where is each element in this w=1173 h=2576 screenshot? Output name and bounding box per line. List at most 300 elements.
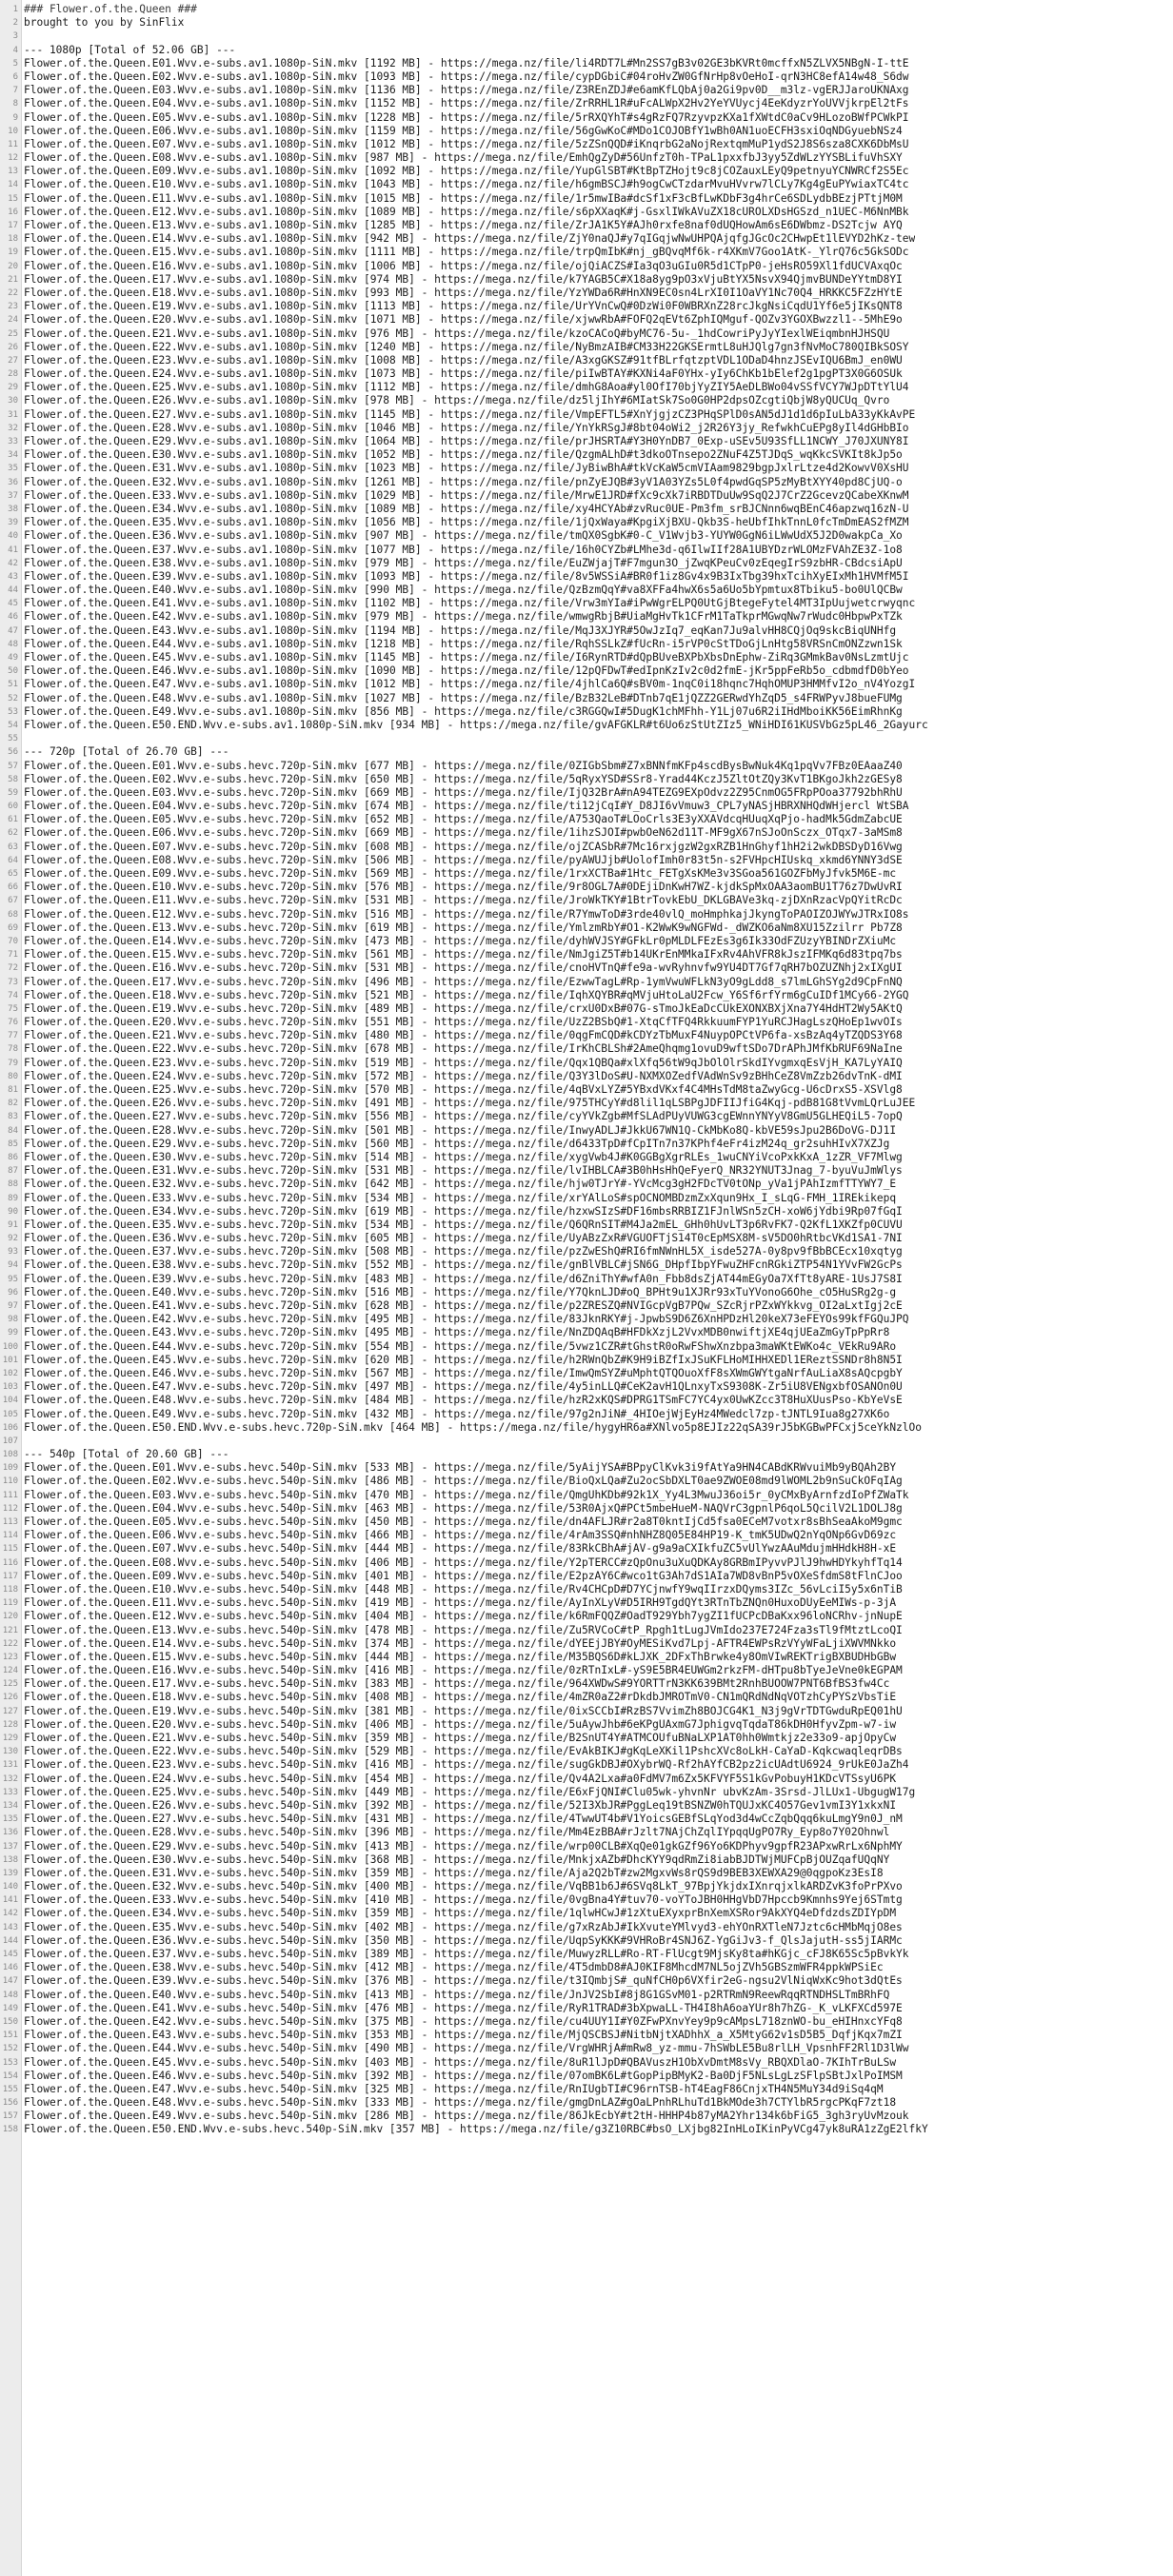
file-link[interactable]: https://mega.nz/file/gmgDnLAZ#gOaLPnhRLhuTd1BkMOde3h7CTYlbR5rgcPKqF7zt18: [434, 2096, 897, 2110]
editor-line[interactable]: [0, 1570, 1173, 1583]
editor-line[interactable]: [0, 476, 1173, 489]
file-link[interactable]: https://mega.nz/file/s6pXXaqK#j-GsxlIWkAVuZX18cUROLXDsHGSzd_n1UEC-M6NnMBk: [440, 205, 909, 218]
editor-line[interactable]: [0, 894, 1173, 907]
editor-line[interactable]: [0, 125, 1173, 138]
editor-line[interactable]: [0, 246, 1173, 259]
file-link[interactable]: https://mega.nz/file/A3xgGKSZ#91tfBLrfqtzptVDL1ODaD4hnzJSEvIQU6BmJ_en0WU: [440, 353, 903, 367]
file-link[interactable]: https://mega.nz/file/Qqx1QBQa#xlXfq56tW9qJbOlOlrSkdIYvgmxqEsVjH_KA7LyYAIQ: [434, 1056, 903, 1069]
editor-line[interactable]: [0, 1178, 1173, 1191]
editor-line[interactable]: [0, 1042, 1173, 1056]
file-link[interactable]: https://mega.nz/file/Rv4CHCpD#D7YCjnwfY9wqIIrzxDQyms3IZc_56vLciI5y5x6nTiB: [434, 1582, 903, 1595]
file-link[interactable]: https://mega.nz/file/UyABzZxR#VGUOFTjS14T0cEpMSX8M-sV5DO0hRtbcVKd1SA1-7NI: [434, 1232, 903, 1245]
editor-line[interactable]: [0, 1624, 1173, 1637]
file-link[interactable]: https://mega.nz/file/ojQiACZS#Ia3qO3uGIu0R5d1CTpP0-jeHsRO59Xl1fdUCVAxqOc: [440, 259, 903, 272]
editor-line[interactable]: [0, 651, 1173, 664]
file-link[interactable]: https://mega.nz/file/8v5WSSiA#BR0f1iz8Gv4x9B3IxTbg39hxTcihXyEIxMh1HVMfM5I: [440, 569, 909, 583]
editor-line[interactable]: [0, 1516, 1173, 1529]
file-link[interactable]: https://mega.nz/file/5vwz1CZR#tGhstR0oRwFShwXnzbpa3maWKtEWKo4c_VEkRu9ARo: [434, 1339, 897, 1353]
file-link[interactable]: https://mega.nz/file/d6ZniThY#wfA0n_Fbb8dsZjAT44mEGyOa7XfTt8yARE-1UsJ7S8I: [434, 1272, 903, 1285]
file-link[interactable]: https://mega.nz/file/g7xRzAbJ#IkXvuteYMlvyd3-ehYOnRXTleN7Jztc6cHMbMqjO8es: [434, 1920, 903, 1933]
file-link[interactable]: https://mega.nz/file/UzZ2BSbQ#1-XtqCfTFQ4RkkuumFYP1YuRCJHagLszQHoEp1wvOIs: [434, 1016, 903, 1029]
file-link[interactable]: https://mega.nz/file/hygyHR6a#XNlvo5p8EJIz22qSA39rJ5bKGBwPFCxj5ceYkNzlOo: [460, 1420, 922, 1434]
file-link[interactable]: https://mega.nz/file/cypDGbiC#04roHvZW0GfNrHp8vOeHoI-qrN3HC8efA14w48_S6dw: [440, 69, 909, 83]
file-link[interactable]: https://mega.nz/file/BioQxLQa#Zu2ocSbDXLT0ae9ZWOE08md9lWOML2b9nSuCkOFqIAg: [434, 1475, 903, 1488]
editor-line[interactable]: [0, 206, 1173, 219]
file-link[interactable]: https://mega.nz/file/hzR2xKQS#DPRG1TSmFC7YC4yx0UwKZcc3T8HuXUusPso-KbYeVsE: [434, 1394, 903, 1407]
file-link[interactable]: https://mega.nz/file/cu4UUY1I#Y0ZFwPXnvYey9p9cAMpsL718znWO-bu_eHIHnxcYFq8: [434, 2014, 903, 2028]
file-link[interactable]: https://mega.nz/file/975THCyY#d8lil1qLSBPgJDFIIJfiG4Kqj-pdB81G8tVvmLQrLuJEE: [434, 1097, 916, 1110]
editor-line[interactable]: [0, 408, 1173, 422]
file-link[interactable]: https://mega.nz/file/YupGlSBT#KtBpTZHojt9c8jCOZauxLEyQ9petnyuYCNWRCf2S5Ec: [440, 165, 909, 178]
editor-line[interactable]: [0, 1610, 1173, 1623]
file-link[interactable]: https://mega.nz/file/IqhXQYBR#qMVjuHtoLaU2Fcw_Y6Sf6rfYrm6gCuIDf1MCy66-2YGQ: [434, 988, 909, 1001]
editor-line[interactable]: [0, 1489, 1173, 1502]
file-link[interactable]: https://mega.nz/file/xygVwb4J#K0GGBgXgrRLEs_1wuCNYiVcoPxkKxA_1zZR_VF7Mlwg: [434, 1150, 903, 1163]
editor-line[interactable]: [0, 2110, 1173, 2123]
editor-line[interactable]: [0, 692, 1173, 705]
editor-line[interactable]: [0, 908, 1173, 921]
editor-line[interactable]: [0, 719, 1173, 732]
editor-line[interactable]: [0, 1826, 1173, 1839]
editor-line[interactable]: [0, 1002, 1173, 1016]
editor-lines[interactable]: [0, 3, 1173, 2137]
editor-line[interactable]: [0, 192, 1173, 206]
editor-line[interactable]: [0, 151, 1173, 165]
file-link[interactable]: https://mega.nz/file/83RkCBhA#jAV-g9a9aCXIkfuZC5vUlYwzAAuMdujmHHdkH8H-xE: [434, 1542, 897, 1556]
file-link[interactable]: https://mega.nz/file/ti12jCqI#Y_D8JI6vVmuw3_CPL7yNASjHBRXNHQdWHjercl WtSBA: [434, 800, 909, 813]
editor-line[interactable]: [0, 111, 1173, 125]
editor-line[interactable]: [0, 232, 1173, 246]
editor-line[interactable]: [0, 1435, 1173, 1448]
file-link[interactable]: https://mega.nz/file/EuZWjajT#F7mgun3O_jZwqKPeuCv0zEqegIrS9zbHR-CBdcsiApU: [434, 556, 903, 569]
editor-line[interactable]: [0, 44, 1173, 57]
editor-line[interactable]: [0, 1380, 1173, 1394]
file-link[interactable]: https://mega.nz/file/dz5ljIhY#6MIatSk7So0G0HP2dpsOZcgtiQbjW8yQUCUq_Qvro: [434, 394, 890, 407]
editor-line[interactable]: [0, 138, 1173, 151]
editor-line[interactable]: [0, 1664, 1173, 1677]
file-link[interactable]: https://mega.nz/file/0vgBna4Y#tuv70-voYToJBH0HHgVbD7Hpccb9Kmnhs9Yej6STmtg: [434, 1893, 903, 1907]
editor-line[interactable]: [0, 394, 1173, 407]
file-link[interactable]: https://mega.nz/file/ojZCASbR#7Mc16rxjgzW2gxRZB1HnGhyf1hH2i2wkDBSDyD16Vwg: [434, 840, 903, 853]
editor-line[interactable]: [0, 1786, 1173, 1799]
file-link[interactable]: https://mega.nz/file/1r5mwIBa#dcSf1xF3cBfLwKDbF3g4hrCe6SDLydbBEzjPTtjM0M: [440, 191, 903, 205]
editor-line[interactable]: [0, 273, 1173, 287]
file-link[interactable]: https://mega.nz/file/MjQSCBSJ#NitbNjtXADhhX_a_X5MtyG62v1sD5B5_DqfjKqx7mZI: [434, 2029, 903, 2042]
editor-line[interactable]: [0, 544, 1173, 557]
file-link[interactable]: https://mega.nz/file/kzoCACoQ#byMC76-5u-_1hdCowriPyJyYIexlWEiqmbnHJHSQU: [434, 327, 890, 340]
editor-line[interactable]: [0, 1232, 1173, 1245]
file-link[interactable]: https://mega.nz/file/E6xFjQNI#Clu05wk-yhvnNr ubvKzAm-3Srsd-JlLUx1-UbgugW17g: [434, 1785, 916, 1798]
editor-line[interactable]: [0, 1880, 1173, 1893]
file-link[interactable]: https://mega.nz/file/QzgmALhD#t3dkoOTnsepo2ZNuF4Z5TJDqS_wqKkcSVKIt8kJp5o: [440, 448, 903, 462]
editor-line[interactable]: [0, 1110, 1173, 1123]
file-link[interactable]: https://mega.nz/file/MnkjxAZb#DhcKYY9qdRmZi8iabBJDTWjMUFCpBjOUZqafUQqNY: [434, 1853, 890, 1866]
editor-line[interactable]: [0, 1461, 1173, 1475]
editor-line[interactable]: [0, 1408, 1173, 1421]
file-link[interactable]: https://mega.nz/file/ZjY0naQJ#y7qIGqjwNwUHPQAjqfgJGcOc2CHwpEt1lEVYD2hKz-tew: [434, 232, 916, 246]
file-link[interactable]: https://mega.nz/file/Qv4A2Lxa#a0FdMV7m6Zx5KFVYF5S1kGvPobuyH1KDcVTSsyU6PK: [434, 1772, 897, 1785]
editor-line[interactable]: [0, 30, 1173, 43]
editor-line[interactable]: [0, 1070, 1173, 1083]
editor-line[interactable]: [0, 732, 1173, 745]
editor-line[interactable]: [0, 1286, 1173, 1299]
editor-line[interactable]: [0, 70, 1173, 84]
file-link[interactable]: https://mega.nz/file/h2RWnQbZ#K9H9iBZfIxJSuKFLHoMIHHXEDl1EReztSSNDr8h8N5I: [434, 1353, 903, 1366]
file-link[interactable]: https://mega.nz/file/5uAywJhb#6eKPgUAxmG7JphigvqTqdaT86kDH0HfyvZpm-w7-iw: [434, 1717, 897, 1731]
file-link[interactable]: https://mega.nz/file/gnBlVBLC#jSN6G_DHpfIbpYFwuZHFcnRGkiZTP54N1YVvFW2GcPs: [434, 1258, 903, 1272]
editor-line[interactable]: [0, 1893, 1173, 1907]
file-link[interactable]: https://mega.nz/file/c3RGGQwI#5DugK1chMFhh-Y1Lj07u6R2iIHdMboiKK56EimRhnKg: [434, 704, 903, 718]
file-link[interactable]: https://mega.nz/file/JnJV2SbI#8j8G1GSvM01-p2RTRmN9ReewRqqRTNDHSLTmBRhFQ: [434, 1988, 890, 2001]
file-link[interactable]: https://mega.nz/file/JyBiwBhA#tkVcKaW5cmVIAam9829bgpJxlrLtze4d2KowvV0XsHU: [440, 462, 909, 475]
editor-line[interactable]: [0, 1124, 1173, 1138]
file-link[interactable]: https://mega.nz/file/ZrJA1K5Y#AJh0rxfe8naf0dUQHowAm6sE6DWbmz-DS2Tcjw AYQ: [440, 219, 903, 231]
file-link[interactable]: https://mega.nz/file/0ZIGbSbm#Z7xBNNfmKFp4scdBysBwNuk4Kq1pqVv7FBz0EAaaZ40: [434, 759, 903, 772]
editor-line[interactable]: [0, 773, 1173, 786]
editor-line[interactable]: [0, 2096, 1173, 2110]
editor-line[interactable]: [0, 1258, 1173, 1272]
editor-line[interactable]: [0, 570, 1173, 584]
file-link[interactable]: https://mega.nz/file/crxU0DxB#07G-sTmoJkEaDcCUkEXONXBXjXna7Y4HdHT2Wy5AKtQ: [434, 1001, 903, 1015]
editor-line[interactable]: [0, 881, 1173, 894]
file-link[interactable]: https://mega.nz/file/pnZyEJQB#3yV1A03YZs5L0f4pwdGqSP5zMyBtXYY40pd8CjUQ-o: [440, 475, 903, 488]
editor-line[interactable]: [0, 854, 1173, 867]
file-link[interactable]: https://mega.nz/file/4T5dmbD8#AJ0KIF8MhcdM7NL5ojZVh5GBSzmWFR4ppkWPSiEc: [434, 1961, 884, 1974]
editor-line[interactable]: [0, 948, 1173, 961]
file-link[interactable]: https://mega.nz/file/xjwwRbA#FOFQ2qEVt6ZphIQMguf-QOZv3YGOXBwzzl1--5MhE9o: [440, 313, 903, 327]
editor-line[interactable]: [0, 1192, 1173, 1205]
file-link[interactable]: https://mega.nz/file/YzYWDa6R#HnXN9EC0sn4LrXI0I1OaVY1Nc70Q4_HRKKC5FZzHYtE: [434, 286, 903, 299]
file-link[interactable]: https://mega.nz/file/Q3Y3lDoS#U-NXMXOZedfVAdWnSv9zBHhCeZ8VmZzb26dvTnK-dMI: [434, 1069, 903, 1082]
editor-line[interactable]: [0, 1529, 1173, 1542]
editor-line[interactable]: [0, 462, 1173, 475]
editor-line[interactable]: [0, 705, 1173, 719]
file-link[interactable]: https://mega.nz/file/li4RDT7L#Mn2SS7gB3v02GE3bKVRt0mcffxN5ZLVX5NBgN-I-ttE: [440, 56, 909, 69]
editor-line[interactable]: [0, 1057, 1173, 1070]
editor-line[interactable]: [0, 1151, 1173, 1164]
editor-line[interactable]: [0, 1773, 1173, 1786]
file-link[interactable]: https://mega.nz/file/UqpSyKKK#9VHRoBr4SNJ6Z-YgGiJv3-f_QlsJajutH-ss5jIARMc: [434, 1933, 903, 1947]
file-link[interactable]: https://mega.nz/file/hzxwSIzS#DF16mbsRRBIZ1FJnlWSn5zCH-xoW6jYdbi9Rp07fGqI: [434, 1204, 903, 1218]
file-link[interactable]: https://mega.nz/file/QmgUhKDb#92k1X_Yy4L3MwuJ36oi5r_0yCMxByArnfzdIoPfZWaTk: [434, 1488, 909, 1501]
file-link[interactable]: https://mega.nz/file/1jQxWaya#KpgiXjBXU-Qkb3S-heUbfIhkTnnL0fcTmDmEAS2fMZM: [440, 516, 909, 529]
editor-line[interactable]: [0, 367, 1173, 381]
editor-line[interactable]: [0, 1299, 1173, 1313]
editor-line[interactable]: [0, 826, 1173, 840]
file-link[interactable]: https://mega.nz/file/0zRTnIxL#-yS9E5BR4EUWGm2rkzFM-dHTpu8bTyeJeVne0kEGPAM: [434, 1664, 903, 1677]
file-link[interactable]: https://mega.nz/file/NnZDQAqB#HFDkXzjL2VvxMDB0nwiftjXE4qjUEaZmGyTpPpRr8: [434, 1326, 890, 1339]
editor-line[interactable]: [0, 867, 1173, 881]
editor-line[interactable]: [0, 1354, 1173, 1367]
editor-line[interactable]: [0, 57, 1173, 70]
editor-line[interactable]: [0, 178, 1173, 191]
file-link[interactable]: https://mega.nz/file/M35BQS6D#kLJXK_2DFxThBrwke4y8OmVIwREKTrigBXBUDHbGBw: [434, 1650, 897, 1663]
editor-line[interactable]: [0, 2056, 1173, 2070]
editor-line[interactable]: [0, 989, 1173, 1002]
file-link[interactable]: https://mega.nz/file/h6gmBSCJ#h9ogCwCTzdarMvuHVvrw7lCLy7Kg4gEuPYwiaxTC4tc: [440, 178, 909, 191]
file-link[interactable]: https://mega.nz/file/4jhlCa6Q#sBV0m-1nqC0i18hqnc7HqhOMUP3HMMfvI2o_nV4YozgI: [440, 678, 916, 691]
editor-line[interactable]: [0, 1813, 1173, 1826]
editor-line[interactable]: [0, 341, 1173, 354]
editor-line[interactable]: [0, 1718, 1173, 1732]
file-link[interactable]: https://mega.nz/file/Aja2Q2bT#zw2MgxvWs8rQS9d9BEB3XEWXA29@0qgpoKz3EsI8: [434, 1866, 884, 1879]
editor-line[interactable]: [0, 1583, 1173, 1596]
editor-line[interactable]: [0, 1921, 1173, 1934]
editor-line[interactable]: [0, 557, 1173, 570]
file-link[interactable]: https://mega.nz/file/86JkEcbY#t2tH-HHHP4b87yMA2Yhr134k6bFiG5_3gh3ryUvMzouk: [434, 2110, 909, 2123]
file-link[interactable]: https://mega.nz/file/BzB32LeB#DTnb7qE1jQZZ2GERwdYhZqD5_s4FRWPyvJ8bueFUMg: [440, 691, 903, 704]
file-link[interactable]: https://mega.nz/file/k7YAGB5C#X18a8yg9pO3xVjuBtYX5NsvX94QjmvBUNDeYYtmD8YI: [434, 272, 903, 286]
file-link[interactable]: https://mega.nz/file/lvIHBLCA#3B0hHsHhQeFyerQ_NR32YNUT3Jnag_7-byuVuJmWlys: [434, 1164, 903, 1178]
editor-line[interactable]: [0, 1083, 1173, 1097]
file-link[interactable]: https://mega.nz/file/EzwwTagL#Rp-1ymVwuWFLkN3yO9gLdd8_s7lmLGhSYg2d9CpFnNQ: [434, 975, 903, 988]
editor-line[interactable]: [0, 2083, 1173, 2096]
file-link[interactable]: https://mega.nz/file/4qBVxLYZ#5YBxdVKxf4C4MHsTdM8taZwyGcg-U6cDrxS5-XSVlg8: [434, 1083, 903, 1096]
editor-line[interactable]: [0, 1097, 1173, 1110]
file-link[interactable]: https://mega.nz/file/964XWDwS#9YORTTrN3KK639BMt2RnhBUOOW7PNT6BfBS3fw4Cc: [434, 1677, 890, 1691]
editor-line[interactable]: [0, 745, 1173, 759]
editor-line[interactable]: [0, 165, 1173, 178]
file-link[interactable]: https://mega.nz/file/97g2nJiN#_4HIOejWjEyHz4MWedcl7zp-tJNTL9Iua8g27XK6o: [434, 1407, 890, 1420]
file-link[interactable]: https://mega.nz/file/piIwBTAY#KXNi4aF0YHx-yIy6ChKb1bElef2g1pgPT3X0G6OSUk: [440, 367, 903, 381]
editor-line[interactable]: [0, 1138, 1173, 1151]
file-link[interactable]: https://mega.nz/file/IjQ32BrA#nA94TEZG9EXpOdvz2Z95CnmOG5FRpPOoa37792bhRhU: [434, 785, 903, 799]
file-link[interactable]: https://mega.nz/file/dmhG8Aoa#yl0OfI70bjYyZIY5AeDLBWo04vSSfVCY7WJpDTtYlU4: [440, 381, 909, 394]
file-link[interactable]: https://mega.nz/file/EmhQgZyD#56UnfzT0h-TPaL1pxxfbJ3yy5ZdWLzYYSBLifuVhSXY: [434, 151, 903, 165]
editor-line[interactable]: [0, 1394, 1173, 1407]
editor-line[interactable]: [0, 800, 1173, 813]
editor-line[interactable]: [0, 1867, 1173, 1880]
editor-line[interactable]: [0, 760, 1173, 773]
file-link[interactable]: https://mega.nz/file/p2ZRESZQ#NVIGcpVgB7PQw_SZcRjrPZxWYkkvg_OI2aLxtIgj2cE: [434, 1299, 903, 1312]
editor-line[interactable]: [0, 610, 1173, 624]
file-link[interactable]: https://mega.nz/file/MqJ3XJYR#5OwJzIq7_eqKan7Ju9alvHH8CQjOq9skcBiqUNHfg: [440, 624, 897, 637]
editor-line[interactable]: [0, 327, 1173, 341]
editor-line[interactable]: [0, 921, 1173, 935]
file-link[interactable]: https://mega.nz/file/Mm4EzBBA#rJzlt7NAjChZqlIYpqqUgPO7Ry_Eyp8o7Y02Ohnwl: [434, 1826, 890, 1839]
editor-line[interactable]: [0, 529, 1173, 543]
editor-line[interactable]: [0, 1326, 1173, 1339]
file-link[interactable]: https://mega.nz/file/trpQmIbK#nj_gBQvqMf6k-r4XKmV7Goo1AtK-_YlrQ76c5GkSODc: [440, 246, 909, 259]
file-link[interactable]: https://mega.nz/file/5zZSnQQD#iKnqrbG2aNojRextqmMuP1ydS2J8S6sza8CXK6DbMsU: [440, 137, 909, 150]
file-link[interactable]: https://mega.nz/file/d6433TpD#fCpITn7n37KPhf4eFr4izM24q_gr2suhHIvX7XZJg: [434, 1137, 890, 1150]
file-link[interactable]: https://mega.nz/file/A753QaoT#LOoCrls3E3yXXAVdcqHUuqXqPjo-hadMk5GdmZabcUE: [434, 813, 903, 826]
editor-line[interactable]: [0, 1475, 1173, 1488]
file-link[interactable]: https://mega.nz/file/EvAkBIKJ#gKqLeXKil1PshcXVc8oLkH-CaYaD-KqkcwaqleqrDBs: [434, 1745, 903, 1758]
editor-line[interactable]: [0, 1205, 1173, 1219]
file-link[interactable]: https://mega.nz/file/YnYkRSgJ#8bt04oWi2_j2R26Y3jy_RefwkhCuEPg8yIl4dGHbBIo: [440, 421, 909, 434]
file-link[interactable]: https://mega.nz/file/dn4AFLJR#r2a8T0kntIjCd5fsa0ECeM7votxr8sBhSeaAkoM9gmc: [434, 1516, 903, 1528]
file-link[interactable]: https://mega.nz/file/MuwyzRLL#Ro-RT-FlUcgt9MjsKy8ta#hKGjc_cFJ8K65Sc5pBvkYk: [434, 1948, 909, 1960]
editor-line[interactable]: [0, 1219, 1173, 1232]
file-link[interactable]: https://mega.nz/file/1qlwHCwJ#1zXtuEXyxprBnXemXSRor9AkXYQ4eDfdzdsZDIYpDM: [434, 1907, 897, 1920]
file-link[interactable]: https://mega.nz/file/B2SnUT4Y#ATMCOUfuBNaLXP1AT0hh0Wmtkjz2e33o9-apjOpyCw: [434, 1732, 897, 1744]
editor-line[interactable]: [0, 1853, 1173, 1867]
file-link[interactable]: https://mega.nz/file/cyYVkZgb#MfSLAdPUyVUWG3cgEWnnYNYyV8GmU5GLHEQiL5-7opQ: [434, 1110, 903, 1123]
file-link[interactable]: https://mega.nz/file/5rRXQYhT#s4gRzFQ7RzyvpzKXa1fXWtdC0aCv9HLozoBWfPCWkPI: [440, 110, 909, 124]
file-link[interactable]: https://mega.nz/file/07omBK6L#tGopPipBMyK2-Ba0DjF5NLsLgLzSFlpSBtJxlPoIMSM: [434, 2069, 903, 2082]
editor-line[interactable]: [0, 841, 1173, 854]
editor-line[interactable]: [0, 1273, 1173, 1286]
editor-line[interactable]: [0, 638, 1173, 651]
file-link[interactable]: https://mega.nz/file/hjw0TJrY#-YVcMcg3gH2FDcTV0tONp_yVa1jPAhIzmfTTYWY7_E: [434, 1178, 897, 1191]
file-link[interactable]: https://mega.nz/file/prJHSRTA#Y3H0YnDB7_0Exp-uSEv5U93SfLL1NCWY_J70JXUNY8I: [440, 435, 909, 447]
file-link[interactable]: https://mega.nz/file/0qgFmCQD#kCDYzTbMuxF4NuypOPCtVP6fa-xsBzAq4yTZQDS3Y68: [434, 1029, 903, 1042]
editor-line[interactable]: [0, 1732, 1173, 1745]
file-link[interactable]: https://mega.nz/file/JroWkTKY#1BtrTovkEbU_DKLGBAVe3kq-zjDXnRzacVpQYitRcDc: [434, 894, 903, 907]
file-link[interactable]: https://mega.nz/file/UrYVnCwQ#0DzWi0F0WBRXnZ28rcJkgNsiCqdU1Yf6e5jIKsQNT8: [440, 300, 903, 313]
editor-line[interactable]: [0, 935, 1173, 948]
file-link[interactable]: https://mega.nz/file/Y2pTERCC#zQpOnu3uXuQDKAy8GRBmIPyvvPJlJ9hwHDYkyhfTq14: [434, 1556, 903, 1569]
file-link[interactable]: https://mega.nz/file/8uR1lJpD#QBAVuszH1ObXvDmtM8sVy_RBQXDlaO-7KIhTrBuLSw: [434, 2055, 897, 2069]
editor-line[interactable]: [0, 260, 1173, 273]
editor-line[interactable]: [0, 84, 1173, 97]
editor-line[interactable]: [0, 1164, 1173, 1178]
editor-line[interactable]: [0, 381, 1173, 394]
file-link[interactable]: https://mega.nz/file/tmQX0SgbK#0-C_V1Wvjb3-YUYW0GgN6iLWwUdX5J2D0wakpCa_Xo: [434, 529, 903, 543]
editor-line[interactable]: [0, 1637, 1173, 1651]
editor-line[interactable]: [0, 1542, 1173, 1556]
editor-line[interactable]: [0, 1799, 1173, 1813]
editor-line[interactable]: [0, 1556, 1173, 1570]
editor-line[interactable]: [0, 354, 1173, 367]
file-link[interactable]: https://mega.nz/file/VqBB1b6J#6SVq8LkT_97BpjYkjdxIXnrqjxlkARDZvK3foPrPXvo: [434, 1880, 903, 1893]
file-link[interactable]: https://mega.nz/file/xy4HCYAb#zvRuc0UE-Pm3fm_srBJCNnn6wqBEnC46apzwq16zN-U: [440, 502, 909, 515]
editor-line[interactable]: [0, 219, 1173, 232]
file-link[interactable]: https://mega.nz/file/wrp00CLB#XqQe01gkGZf96Yo6KDPhyv9gpfR23APxwRrLx6NphMY: [434, 1839, 903, 1853]
editor-line[interactable]: [0, 1691, 1173, 1704]
file-link[interactable]: https://mega.nz/file/Z3REnZDJ#e6amKfLQbAj0a2Gi9pv0D__m3lz-vgERJJaroUKNAxg: [440, 84, 909, 97]
file-link[interactable]: https://mega.nz/file/9r8OGL7A#0DEjiDnKwH7WZ-kjdkSpMxOAA3aomBU1T76z7DwUvRI: [434, 881, 903, 894]
file-link[interactable]: https://mega.nz/file/5yAijYSA#BPpyClKvk3i9fAtYa9HN4CABdKRWvuiMb9yBQAh2BY: [434, 1461, 897, 1475]
editor-line[interactable]: [0, 813, 1173, 826]
editor-line[interactable]: [0, 97, 1173, 110]
editor-line[interactable]: [0, 3, 1173, 16]
file-link[interactable]: https://mega.nz/file/g3Z10RBC#bsO_LXjbg82InHLoIKinPyVCg47yk8uRA1zZgE2lfkY: [460, 2123, 928, 2136]
editor-line[interactable]: [0, 976, 1173, 989]
file-link[interactable]: https://mega.nz/file/12pQFDwT#edIpnKzIv2c0d2fmE-jKr5ppFeRb5o_cdbmdfD0bYeo: [440, 664, 909, 678]
file-link[interactable]: https://mega.nz/file/RqhSSLkZ#fUcRn-i5rVP0cStTDoGjLnHtg58VRSnCmONZzwn1Sk: [440, 637, 903, 650]
file-link[interactable]: https://mega.nz/file/QzBzmQqY#va8XFFa4hwX6s5a6Uo5bYpmtux8Tbiku5-bo0UlQCBw: [434, 584, 903, 597]
file-link[interactable]: https://mega.nz/file/dyhWVJSY#GFkLr0pMLDLFEzEs3g6Ik33OdFZUzyYBINDrZXiuMc: [434, 934, 897, 947]
file-link[interactable]: https://mega.nz/file/gvAFGKLR#t6Uo6zStUtZIz5_WNiHDI61KUSVbGz5pL46_2Gayurc: [460, 718, 928, 731]
file-link[interactable]: https://mega.nz/file/pzZwEShQ#RI6fmNWnHL5X_isde527A-0y8pv9fBbBCEcx10xqtyg: [434, 1245, 903, 1258]
file-link[interactable]: https://mega.nz/file/NyBmzAIB#CM33H22GKSErmtL8uHJQlg7gn3fNvMoC780QIBkSOSY: [440, 340, 909, 353]
editor-line[interactable]: [0, 664, 1173, 678]
file-link[interactable]: https://mega.nz/file/83JknRKY#j-JpwbS9D6Z6XnHPDzHl20keX73eFEYOs99kfFGQuJPQ: [434, 1313, 909, 1326]
editor-line[interactable]: [0, 1421, 1173, 1435]
editor-line[interactable]: [0, 1313, 1173, 1326]
file-link[interactable]: https://mega.nz/file/xrYAlLoS#spOCNOMBDzmZxXqun9Hx_I_sLqG-FMH_1IREkikepq: [434, 1191, 897, 1204]
file-link[interactable]: https://mega.nz/file/YmlzmRbY#O1-K2WwK9wNGFWd-_dWZKO6aNm8XU15Zzilrr Pb7Z8: [434, 921, 903, 934]
file-link[interactable]: https://mega.nz/file/4TwwUT4b#V1YoicsGEBfSLqYod3d4wCcZqbQqq6kuLmgY9n0J_nM: [434, 1813, 903, 1826]
editor-line[interactable]: [0, 2123, 1173, 2136]
editor-line[interactable]: [0, 1974, 1173, 1988]
editor-line[interactable]: [0, 2042, 1173, 2055]
file-link[interactable]: https://mega.nz/file/I6RynRTD#dQpBUveBXPbXbsDnEphw-ZiRq3GMmkBav0NsLzmtUjc: [440, 651, 909, 664]
file-link[interactable]: https://mega.nz/file/RnIUgbTI#C96rnTSB-hT4EagF86CnjxTH4N5MuY34d9iSq4qM: [434, 2082, 884, 2095]
editor-line[interactable]: [0, 678, 1173, 691]
editor-line[interactable]: [0, 1340, 1173, 1354]
file-link[interactable]: https://mega.nz/file/0ixSCCbI#RzBS7VvimZh8BOJCG4K1_N3j9gVrTDTGwduRpEQ01hU: [434, 1704, 903, 1717]
editor-line[interactable]: [0, 1367, 1173, 1380]
file-link[interactable]: https://mega.nz/file/IrKhCBLSh#2AmeQhqmg1ovuD9wftSDo7DrAPhJMfKbRUF69NaIne: [434, 1042, 903, 1056]
editor-line[interactable]: [0, 1705, 1173, 1718]
editor-line[interactable]: [0, 503, 1173, 516]
file-link[interactable]: https://mega.nz/file/pyAWUJjb#UolofImh0r83t5n-s2FVHpcHIUskq_xkmd6YNNY3dSE: [434, 853, 903, 866]
file-link[interactable]: https://mega.nz/file/52I3XbJR#PggLeq19tBSNZW0hTQUJxKC4O57Gev1vmI3Y1xkxNI: [434, 1798, 897, 1812]
file-link[interactable]: https://mega.nz/file/53R0AjxQ#PCt5mbeHueM-NAQVrC3gpnlP6qoL5QcilV2L1DOLJ8g: [434, 1501, 903, 1515]
file-link[interactable]: https://mega.nz/file/VmpEFTL5#XnYjgjzCZ3PHqSPlD0sAN5dJ1d1d6pIuLbA33yKkAvPE: [440, 407, 916, 421]
editor-line[interactable]: [0, 1502, 1173, 1516]
file-link[interactable]: https://mega.nz/file/R7YmwToD#3rde40vlQ_moHmphkajJkyngToPAOIZOJWYwJTRxIO8s: [434, 907, 909, 921]
editor-line[interactable]: [0, 2015, 1173, 2029]
editor-line[interactable]: [0, 1907, 1173, 1920]
file-link[interactable]: https://mega.nz/file/NmJgiZ5T#b14UKrEnMMkaIFxRv4AhVFR8kJszIFMKq6d83tpq7bs: [434, 948, 903, 961]
editor-line[interactable]: [0, 1596, 1173, 1610]
file-link[interactable]: https://mega.nz/file/cnoHVTnQ#fe9a-wvRyhnvfw9YU4DT7Gf7qRH7bOZUZNhj2xIXgUI: [434, 961, 903, 975]
file-link[interactable]: https://mega.nz/file/dYEEjJBY#OyMESiKvd7Lpj-AFTR4EWPsRzVYyWFaLjiXWVMNkko: [434, 1636, 897, 1650]
editor-line[interactable]: [0, 1840, 1173, 1853]
file-link[interactable]: https://mega.nz/file/4rAm3SSQ#nhNHZ8Q05E84HP19-K_tmK5UDwQ2nYqONp6GvD69zc: [434, 1529, 897, 1542]
file-link[interactable]: https://mega.nz/file/E2pzAY6C#wco1tG3Ah7dS1AIa7WD8vBnP5vOXeSfdmS8tFlnCJoo: [434, 1569, 903, 1582]
editor-line[interactable]: [0, 1745, 1173, 1758]
editor-line[interactable]: [0, 1934, 1173, 1948]
editor-line[interactable]: [0, 1758, 1173, 1772]
file-link[interactable]: https://mega.nz/file/4y5inLLQ#CeK2avH1QLnxyTxS9308K-Zr5iU8VENgxbfOSANOn0U: [434, 1380, 903, 1394]
editor-line[interactable]: [0, 961, 1173, 975]
editor-line[interactable]: [0, 313, 1173, 327]
editor-line[interactable]: [0, 300, 1173, 313]
file-link[interactable]: https://mega.nz/file/sugGkDBJ#OXybrWQ-Rf2hAYfCB2pz2icUAdtU6924_9rUkE0JaZh4: [434, 1758, 909, 1772]
editor-line[interactable]: [0, 2002, 1173, 2015]
editor-line[interactable]: [0, 1029, 1173, 1042]
editor-line[interactable]: [0, 422, 1173, 435]
file-link[interactable]: https://mega.nz/file/k6RmFQQZ#OadT929Ybh7ygZI1fUCPcDBaKxx96loNCRhv-jnNupE: [434, 1610, 903, 1623]
file-link[interactable]: https://mega.nz/file/RyR1TRAD#3bXpwaLL-TH4I8hA6oaYUr8h7hZG-_K_vLKFXCd597E: [434, 2001, 903, 2014]
editor-line[interactable]: [0, 584, 1173, 597]
file-link[interactable]: https://mega.nz/file/5qRyxYSD#SSr8-Yrad44KczJ5ZltOtZQy3KvT1BKgoJkh2zGESy8: [434, 772, 903, 785]
file-link[interactable]: https://mega.nz/file/Y7QknLJD#oQ_BPHt9u1XJRr93xTuYVonoG6Ohe_cO5HuSRg2g-g: [434, 1285, 897, 1298]
editor-line[interactable]: [0, 516, 1173, 529]
editor-line[interactable]: [0, 2070, 1173, 2083]
editor-line[interactable]: [0, 1651, 1173, 1664]
editor-line[interactable]: [0, 786, 1173, 800]
file-link[interactable]: https://mega.nz/file/t3IQmbjS#_quNfCH0p6VXfir2eG-ngsu2VlNiqWxKc9hot3dQtEs: [434, 1974, 903, 1988]
file-link[interactable]: https://mega.nz/file/4mZR0aZ2#rDkdbJMROTmV0-CN1mQRdNdNqVOTzhCyPYSzVbsTiE: [434, 1691, 897, 1704]
editor-line[interactable]: [0, 1448, 1173, 1461]
editor-line[interactable]: [0, 1245, 1173, 1258]
editor-line[interactable]: [0, 1961, 1173, 1974]
editor-line[interactable]: [0, 1016, 1173, 1029]
editor-line[interactable]: [0, 1989, 1173, 2002]
editor-line[interactable]: [0, 435, 1173, 448]
file-link[interactable]: https://mega.nz/file/1ihzSJOI#pwbOeN62d11T-MF9gX67nSJoOnSczx_OTqx7-3aMSm8: [434, 826, 903, 840]
file-link[interactable]: https://mega.nz/file/Zu5RVCoC#tP_Rpgh1tLugJVmIdo237E724Fza3sTl9fMtztLcoQI: [434, 1623, 903, 1636]
editor-line[interactable]: [0, 624, 1173, 638]
file-link[interactable]: https://mega.nz/file/MrwE1JRD#fXc9cXk7iRBDTDuUw9SqQ2J7CrZ2GcevzQCabeXKnwM: [440, 488, 909, 502]
editor-line[interactable]: [0, 1677, 1173, 1691]
file-link[interactable]: https://mega.nz/file/Vrw3mYIa#iPwWgrELPQ0UtGjBtegeFytel4MT3IpUujwetcrwyqnc: [440, 597, 916, 610]
editor-line[interactable]: [0, 2029, 1173, 2042]
editor-line[interactable]: [0, 287, 1173, 300]
file-link[interactable]: https://mega.nz/file/Q6QRnSIT#M4Ja2mEL_GHh0hUvLT3p6RvFK7-Q2KfL1XKZfp0CUVU: [434, 1218, 903, 1231]
editor-line[interactable]: [0, 448, 1173, 462]
file-link[interactable]: https://mega.nz/file/1rxXCTBa#1Htc_FETgXsKMe3v3SGoa561GOZFbMyJfvk5M6E-mc: [434, 867, 897, 880]
editor-line[interactable]: [0, 489, 1173, 503]
editor-line[interactable]: [0, 16, 1173, 30]
file-link[interactable]: https://mega.nz/file/56gGwKoC#MDo1COJOBfY1wBh0AN1uoECFH3sxiOqNDGyuebNSz4: [440, 124, 903, 137]
